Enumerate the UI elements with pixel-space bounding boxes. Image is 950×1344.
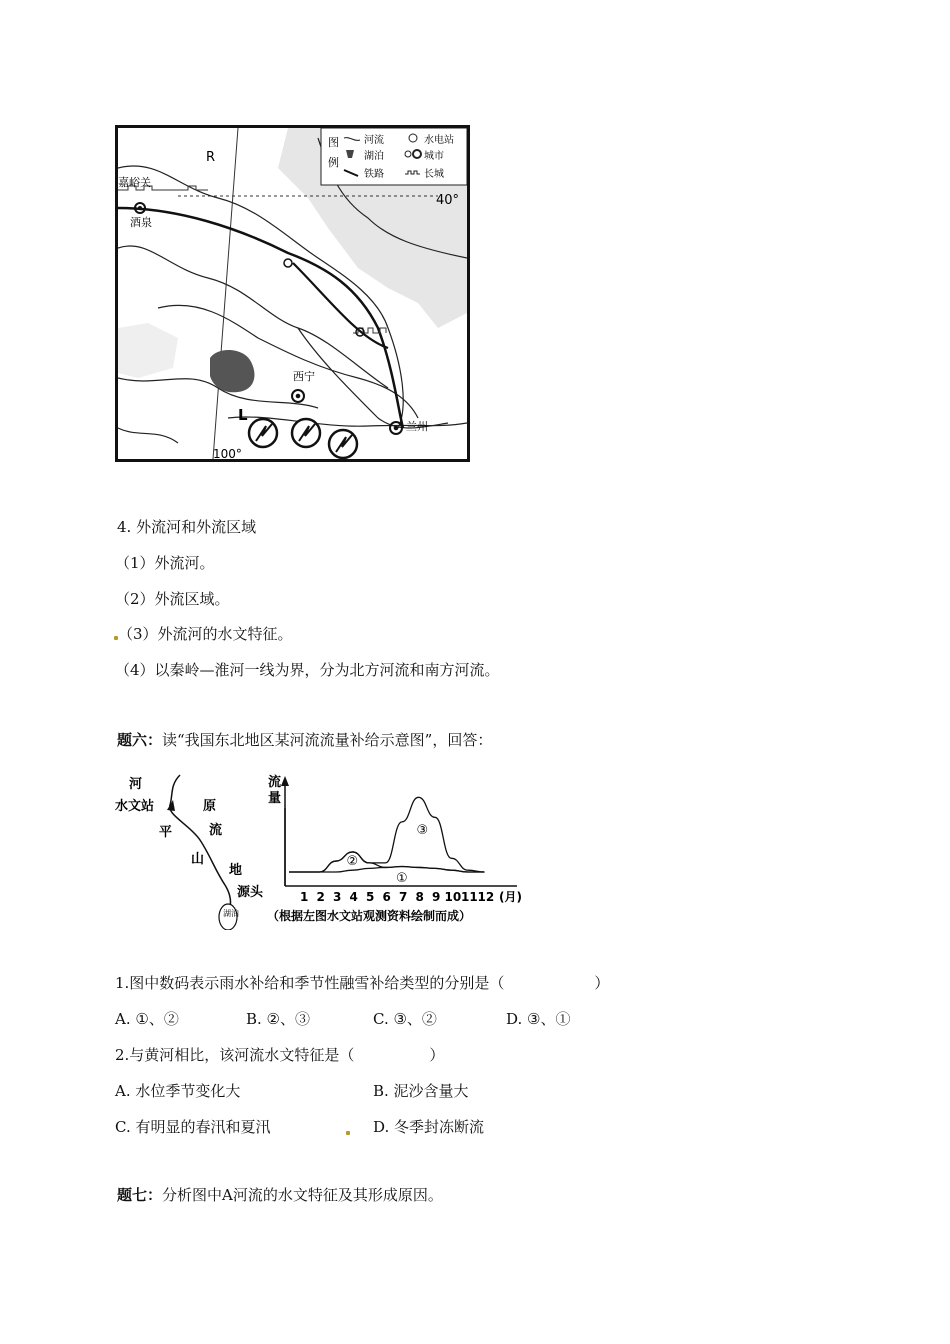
x-tick-label: 11	[461, 890, 478, 904]
x-tick-label: 8	[415, 890, 424, 904]
desert-region-small	[118, 323, 178, 378]
legend-lake: 湖泊	[364, 151, 384, 162]
x-tick-label: 2	[316, 890, 325, 904]
diagram-he: 河	[129, 777, 143, 792]
label-jiayuguan: 嘉峪关	[118, 176, 151, 189]
series-label-1: ①	[396, 870, 408, 886]
label-latitude: 40°	[436, 193, 460, 208]
section4-heading: 4. 外流河和外流区域	[117, 518, 257, 536]
q2-option-d: D. 冬季封冻断流	[373, 1118, 485, 1136]
city-xining-dot	[296, 394, 300, 398]
label-xining: 西宁	[293, 370, 315, 383]
section4-item2: （2）外流区域。	[115, 590, 230, 608]
y-axis-arrow	[281, 776, 289, 786]
chart-ticks	[300, 890, 494, 904]
x-tick-label: 7	[399, 890, 408, 904]
longitude-line	[213, 128, 238, 459]
x-tick-label: 5	[366, 890, 375, 904]
discharge-chart-svg	[265, 768, 530, 928]
label-jiuquan: 酒泉	[130, 216, 152, 229]
diagram-ping: 平	[159, 825, 173, 840]
city-jiuquan-dot	[139, 207, 142, 210]
x-tick-label: 4	[349, 890, 358, 904]
stray-mark-2	[346, 1131, 350, 1135]
label-r: R	[206, 150, 216, 165]
city-lanzhou-dot	[394, 426, 398, 430]
chart-series	[289, 797, 485, 886]
legend-wall: 长城	[424, 169, 444, 180]
legend-title-1: 图	[328, 136, 339, 149]
q1-option-a: A. ①、②	[115, 1010, 179, 1028]
discharge-chart	[265, 768, 530, 928]
q6-line	[117, 730, 492, 750]
diagram-station: 水文站	[115, 799, 155, 814]
q7-line	[117, 1185, 443, 1205]
river-schematic	[115, 770, 265, 930]
river-line	[170, 775, 231, 915]
q7-label: 题七：	[117, 1186, 163, 1204]
diagram-liu: 流	[209, 823, 223, 838]
section4-item1: （1）外流河。	[115, 554, 215, 572]
lake-qinghai	[210, 350, 254, 392]
q1-option-c: C. ③、②	[373, 1010, 437, 1028]
q6-label: 题六：	[117, 731, 163, 749]
section4-item3: （3）外流河的水文特征。	[118, 625, 293, 643]
legend-hydro: 水电站	[424, 135, 454, 146]
label-longitude: 100°	[213, 447, 242, 459]
series-label-3: ③	[416, 822, 429, 838]
q2-option-b: B. 泥沙含量大	[373, 1082, 469, 1100]
city-marker	[284, 259, 292, 267]
series-baseflow-line	[289, 867, 485, 872]
label-lanzhou: 兰州	[406, 420, 428, 433]
x-tick-label: 9	[432, 890, 441, 904]
legend-title-2: 例	[328, 156, 339, 169]
q6-prompt: 读“我国东北地区某河流流量补给示意图”，回答：	[162, 731, 493, 749]
legend-railway: 铁路	[364, 169, 384, 180]
diagram-di: 地	[229, 863, 243, 878]
q1-option-b: B. ②、③	[246, 1010, 311, 1028]
chart-xlabel: (月)	[499, 890, 522, 904]
q1-option-d: D. ③、①	[506, 1010, 571, 1028]
legend-river: 河流	[364, 135, 384, 146]
x-tick-label: 6	[382, 890, 391, 904]
label-l: L	[238, 406, 248, 424]
river-schematic-drawing	[115, 770, 265, 930]
map-figure	[115, 125, 470, 462]
question-2: 2.与黄河相比，该河流水文特征是（ ）	[115, 1046, 445, 1064]
diagram-yuan: 原	[203, 799, 217, 814]
section4-item4: （4）以秦岭—淮河一线为界，分为北方河流和南方河流。	[115, 661, 500, 679]
question-1: 1.图中数码表示雨水补给和季节性融雪补给类型的分别是（ ）	[115, 974, 610, 992]
legend-city: 城市	[424, 151, 444, 162]
x-tick-label: 3	[333, 890, 342, 904]
q7-prompt: 分析图中A河流的水文特征及其形成原因。	[162, 1186, 443, 1204]
diagram-lake: 湖泊	[223, 909, 239, 918]
chart-ylabel-2: 量	[268, 791, 282, 806]
chart-ylabel-1: 流	[268, 775, 282, 790]
q2-option-c: C. 有明显的春汛和夏汛	[115, 1118, 271, 1136]
chart-caption: （根据左图水文站观测资料绘制而成）	[267, 909, 472, 923]
x-tick-label: 10	[444, 890, 462, 904]
series-label-2: ②	[346, 854, 359, 870]
x-tick-label: 12	[477, 890, 495, 904]
diagram-shan: 山	[191, 852, 205, 867]
q2-option-a: A. 水位季节变化大	[115, 1082, 241, 1100]
map-drawing	[118, 128, 467, 459]
diagram-source: 源头	[237, 885, 264, 900]
x-tick-label: 1	[300, 890, 309, 904]
series-rain-line	[289, 797, 485, 872]
